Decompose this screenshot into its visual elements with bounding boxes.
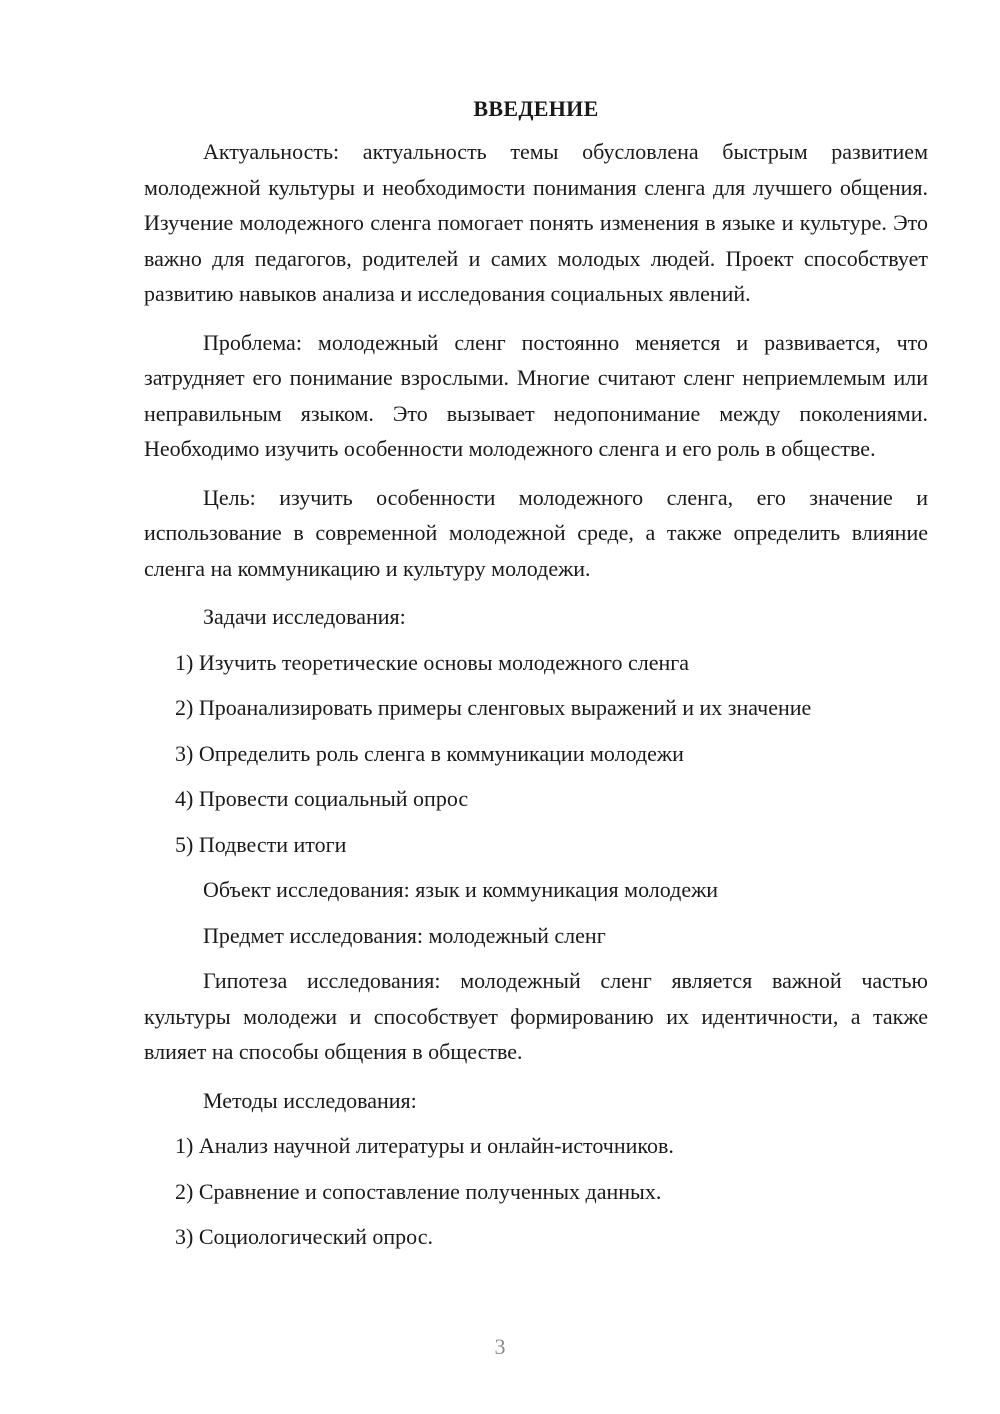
task-item: 3) Определить роль сленга в коммуникации молодежи [175, 740, 684, 766]
tasks-heading: Задачи исследования: [203, 604, 406, 629]
task-item: 2) Проанализировать примеры сленговых выражений и их значение [175, 695, 812, 720]
task-item: 1) Изучить теоретические основы молодежного сленга [175, 649, 690, 675]
task-item: 4) Провести социальный опрос [175, 786, 469, 811]
method-item: 2) Сравнение и сопоставление полученных данных. [175, 1178, 662, 1204]
goal-paragraph: Цель: изучить особенности молодежного сленга, его значение и использование в современной молодежной среде, а также определить влияние сленга на коммуникацию и культуру молодежи. [144, 484, 928, 581]
method-item: 1) Анализ научной литературы и онлайн-источников. [175, 1133, 674, 1158]
research-object: Объект исследования: язык и коммуникация молодежи [203, 877, 719, 902]
hypothesis-paragraph: Гипотеза исследования: молодежный сленг является важной частью культуры молодежи и способствует формированию их идентичности, а также влияет на способы общения в обществе. [144, 968, 928, 1064]
page-number: 3 [494, 1334, 506, 1359]
methods-heading: Методы исследования: [203, 1087, 417, 1113]
method-item: 3) Социологический опрос. [175, 1224, 433, 1249]
problem-paragraph: Проблема: молодежный сленг постоянно меняется и развивается, что затрудняет его понимание взрослыми. Многие считают сленг неприемлемым или неправильным языком. Это вызывает недопонимание между поколениями. Необходимо изучить особенности молодежного сленга и его роль в обществе. [144, 329, 928, 461]
document-page [144, 94, 928, 1265]
relevance-paragraph: Актуальность: актуальность темы обусловлена быстрым развитием молодежной культуры и необходимости понимания сленга для лучшего общения. Изучение молодежного сленга помогает понять изменения в языке и культуре. Это важно для педагогов, родителей и самих молодых людей. Проект способствует развитию навыков анализа и исследования социальных явлений. [144, 139, 928, 306]
section-title: ВВЕДЕНИЕ [473, 96, 599, 121]
research-subject: Предмет исследования: молодежный сленг [203, 922, 606, 948]
task-item: 5) Подвести итоги [175, 831, 347, 857]
